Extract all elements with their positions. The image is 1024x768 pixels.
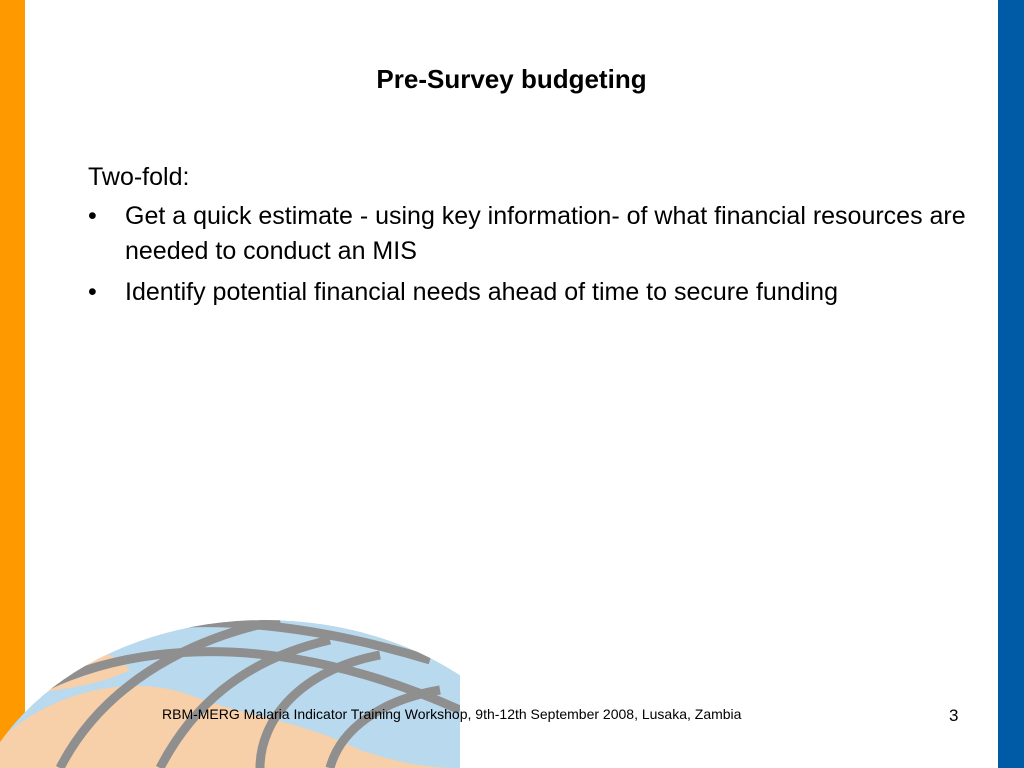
bullet-item <box>88 199 968 269</box>
intro-text: Two-fold: <box>88 163 190 191</box>
bullet-marker: • <box>88 278 97 306</box>
globe-decoration <box>0 600 460 768</box>
bullet-item <box>88 275 968 310</box>
slide-title: Pre-Survey budgeting <box>376 64 647 94</box>
bullet-marker: • <box>88 202 97 230</box>
footer-text: RBM-MERG Malaria Indicator Training Workshop, 9th-12th September 2008, Lusaka, Zambia <box>162 706 742 722</box>
bullet-text: Identify potential financial needs ahead of time to secure funding <box>125 278 838 306</box>
page-number: 3 <box>949 706 959 725</box>
bullet-list <box>88 199 968 310</box>
slide-body <box>88 160 968 316</box>
bullet-text: Get a quick estimate - using key information- of what financial resources are needed to conduct an MIS <box>125 202 966 265</box>
right-accent-bar <box>998 0 1024 768</box>
